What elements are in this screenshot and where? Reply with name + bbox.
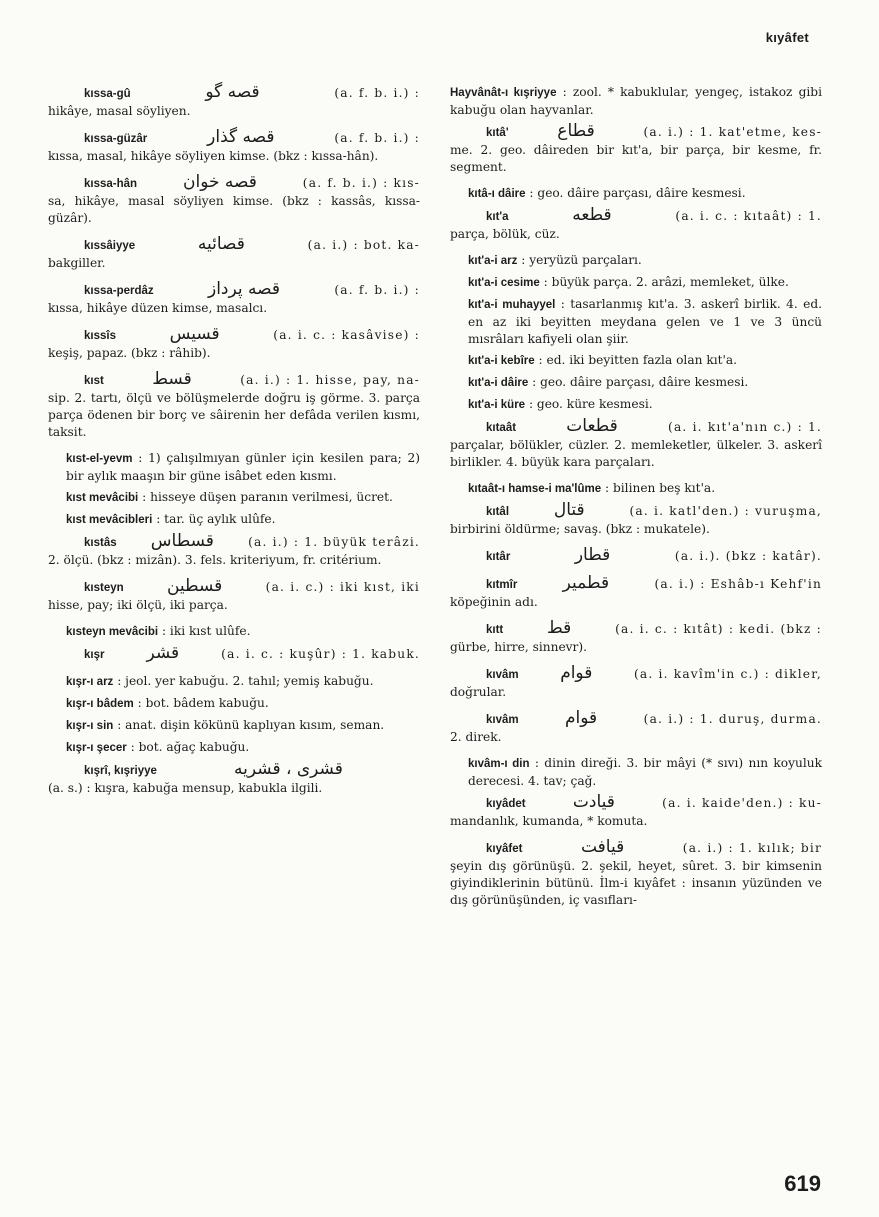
sub-entry: [48, 489, 420, 507]
arabic-script: قطعات: [566, 416, 618, 436]
definition: kıssa, hikâye düzen kimse, masalcı.: [48, 301, 268, 315]
sub-entry: [48, 673, 420, 691]
dictionary-entry: [450, 794, 822, 830]
sub-headword: kıt'a-i küre: [468, 399, 526, 411]
sub-entry: [48, 739, 420, 757]
grammar-meta: (a. i. c. : kuşûr) : 1. kabuk.: [221, 647, 420, 661]
sub-entry: [48, 717, 420, 735]
dictionary-entry: [48, 761, 420, 797]
grammar-meta: (a. f. b. i.) :: [334, 86, 420, 100]
arabic-script: قتال: [553, 500, 585, 520]
headword-line: [48, 371, 420, 390]
arabic-script: قوام: [560, 663, 593, 683]
definition: şeyin dış görünüşü. 2. şekil, heyet, sûret. 3. bir kimsenin giyindiklerinin bütünü. İlm-i kıyâfet : insanın yüzünden ve dış görünüşünden, iç vasıfları-: [450, 859, 822, 907]
definition: : dinin direği. 3. bir mâyi (* sıvı) nın koyuluk derecesi. 4. tav; çağ.: [468, 756, 822, 788]
headword: kıtt: [486, 624, 504, 636]
headword-line: [48, 761, 420, 780]
dictionary-entry: [48, 174, 420, 227]
sub-entry: [450, 755, 822, 790]
arabic-script: قيافت: [580, 837, 625, 857]
definition: : jeol. yer kabuğu. 2. tahıl; yemiş kabuğu.: [117, 674, 374, 688]
arabic-script: قصه پرداز: [208, 279, 281, 299]
headword: kıstâs: [84, 537, 117, 549]
sub-headword: kıvâm-ı din: [468, 758, 530, 770]
headword-line: [48, 645, 420, 664]
grammar-meta: (a. i.) : bot. ka-: [307, 238, 420, 252]
dictionary-entry: [48, 717, 420, 735]
dictionary-entry: [450, 123, 822, 176]
dictionary-entry: [48, 489, 420, 507]
headword: kıssâiyye: [84, 240, 136, 252]
definition: : geo. dâire parçası, dâire kesmesi.: [529, 186, 746, 200]
definition: doğrular.: [450, 685, 507, 699]
headword: kıssa-güzâr: [84, 133, 148, 145]
dictionary-entry: [450, 185, 822, 203]
arabic-script: قط: [547, 618, 572, 638]
definition: me. 2. geo. dâireden bir kıt'a, bir parça, bir kesme, fr. segment.: [450, 143, 822, 174]
sub-entry: [48, 511, 420, 529]
headword: kıtâr: [486, 551, 511, 563]
dictionary-entry: [450, 296, 822, 348]
page-number: 619: [784, 1171, 821, 1196]
definition: : bilinen beş kıt'a.: [605, 481, 716, 495]
definition: : tasarlanmış kıt'a. 3. askerî birlik. 4. ed. en az iki beyitten meydana gelen ve 1 ve 3 üncü mısrâları kafiyeli olan şiir.: [468, 297, 823, 346]
dictionary-entry: [48, 281, 420, 317]
continued-entry: [450, 84, 822, 119]
definition: : bot. ağaç kabuğu.: [130, 740, 250, 754]
running-head: kıyâfet: [765, 30, 809, 45]
headword: kıssa-gû: [84, 88, 131, 100]
grammar-meta: (a. i. katl'den.) : vuruşma,: [629, 504, 822, 518]
dictionary-entry: [48, 645, 420, 664]
dictionary-entry: [48, 371, 420, 441]
definition: mandanlık, kumanda, * komuta.: [450, 814, 648, 828]
dictionary-entry: [48, 450, 420, 485]
headword: kıssa-hân: [84, 178, 138, 190]
grammar-meta: (a. i. kıt'a'nın c.) : 1.: [668, 420, 822, 434]
definition: : geo. küre kesmesi.: [528, 397, 653, 411]
dictionary-entry: [48, 578, 420, 614]
grammar-meta: (a. i. kavîm'in c.) : dikler,: [633, 667, 822, 681]
definition: 2. direk.: [450, 730, 502, 744]
headword-line: [450, 123, 822, 142]
headword-line: [48, 578, 420, 597]
sub-headword: kıtâ-ı dâire: [468, 188, 526, 200]
dictionary-entry: [48, 623, 420, 641]
definition: : ed. iki beyitten fazla olan kıt'a.: [538, 353, 737, 367]
definition: gürbe, hirre, sinnevr).: [450, 640, 588, 654]
definition: köpeğinin adı.: [450, 595, 538, 609]
sub-entry: [450, 480, 822, 498]
headword-line: [48, 533, 420, 552]
dictionary-entry: [450, 755, 822, 790]
dictionary-entry: [450, 374, 822, 392]
grammar-meta: (a. f. b. i.) : kıs-: [302, 176, 420, 190]
sub-headword: kıst mevâcibi: [66, 492, 139, 504]
dictionary-entry: [450, 418, 822, 471]
sub-entry: [48, 623, 420, 641]
headword-line: [48, 236, 420, 255]
arabic-script: قسطين: [166, 576, 223, 596]
grammar-meta: (a. i. c.) : iki kıst, iki: [265, 580, 420, 594]
right-column: [450, 84, 822, 918]
definition: hikâye, masal söyliyen.: [48, 104, 191, 118]
sub-entry: [450, 274, 822, 292]
headword: kıvâm: [486, 714, 519, 726]
definition: sa, hikâye, masal söyliyen kimse. (bkz : kassâs, kıssa-güzâr).: [48, 194, 420, 225]
dictionary-entry: [48, 129, 420, 165]
dictionary-entry: [450, 575, 822, 611]
sub-headword: kıt'a-i arz: [468, 255, 518, 267]
arabic-script: قسيس: [169, 324, 220, 344]
headword: kıtâ': [486, 127, 509, 139]
definition: 2. ölçü. (bkz : mizân). 3. fels. kriteriyum, fr. critérium.: [48, 553, 382, 567]
dictionary-entry: [450, 396, 822, 414]
dictionary-entry: [48, 673, 420, 691]
grammar-meta: (a. i.) : Eshâb-ı Kehf'in: [654, 577, 822, 591]
definition: hisse, pay; iki ölçü, iki parça.: [48, 598, 228, 612]
dictionary-entry: [450, 207, 822, 243]
arabic-script: قيادت: [572, 792, 615, 812]
headword-line: [450, 839, 822, 858]
left-column: [48, 84, 420, 806]
dictionary-entry: [48, 236, 420, 272]
headword-line: [48, 84, 420, 103]
definition: : geo. dâire parçası, dâire kesmesi.: [532, 375, 749, 389]
grammar-meta: (a. i. kaide'den.) : ku-: [662, 796, 822, 810]
arabic-script: قصه گو: [205, 82, 260, 102]
arabic-script: قطاع: [557, 121, 595, 141]
sub-headword: kışr-ı sin: [66, 720, 114, 732]
dictionary-entry: [450, 665, 822, 701]
dictionary-entry: [450, 480, 822, 498]
definition: : yeryüzü parçaları.: [521, 253, 642, 267]
headword-line: [450, 547, 822, 566]
grammar-meta: (a. i.) : 1. kat'etme, kes-: [643, 125, 822, 139]
headword-line: [450, 665, 822, 684]
sub-entry: [450, 396, 822, 414]
dictionary-entry: [450, 274, 822, 292]
dictionary-entry: [48, 533, 420, 569]
sub-headword: kıst mevâcibleri: [66, 514, 153, 526]
headword: kıyâdet: [486, 798, 526, 810]
definition: : büyük parça. 2. arâzi, memleket, ülke.: [543, 275, 789, 289]
sub-entry: [450, 185, 822, 203]
grammar-meta: (a. f. b. i.) :: [334, 131, 420, 145]
dictionary-entry: [450, 839, 822, 909]
definition: : iki kıst ulûfe.: [161, 624, 251, 638]
arabic-script: قطار: [574, 545, 611, 565]
arabic-script: قطمير: [562, 573, 610, 593]
arabic-script: قسطاس: [150, 531, 214, 551]
sub-entry: [450, 374, 822, 392]
grammar-meta: (a. i.) : 1. hisse, pay, na-: [240, 373, 420, 387]
sub-headword: kıtaât-ı hamse-i ma'lûme: [468, 483, 602, 495]
dictionary-entry: [48, 84, 420, 120]
sub-headword: kıt'a-i cesime: [468, 277, 540, 289]
headword: kıst: [84, 375, 104, 387]
sub-entry: [48, 450, 420, 485]
dictionary-entry: [450, 710, 822, 746]
arabic-script: قشر: [146, 643, 180, 663]
headword-line: [450, 575, 822, 594]
headword-line: [450, 418, 822, 437]
dictionary-entry: [450, 620, 822, 656]
definition: keşiş, papaz. (bkz : râhib).: [48, 346, 211, 360]
grammar-meta: (a. i.) : 1. kılık; bir: [682, 841, 822, 855]
headword-line: [450, 620, 822, 639]
grammar-meta: (a. i. c. : kasâvise) :: [273, 328, 420, 342]
sub-entry: [48, 695, 420, 713]
headword-line: [450, 794, 822, 813]
dictionary-entry: [48, 695, 420, 713]
sub-headword: kıt'a-i dâire: [468, 377, 529, 389]
definition: parçalar, bölükler, cüzler. 2. memleketler, ülkeler. 3. askerî birlikler. 4. büyük kara parçaları.: [450, 438, 822, 469]
definition: (a. s.) : kışra, kabuğa mensup, kabukla ilgili.: [48, 781, 323, 795]
dictionary-entry: [450, 352, 822, 370]
headword: kısteyn: [84, 582, 124, 594]
sub-headword: kıt'a-i kebîre: [468, 355, 535, 367]
grammar-meta: (a. i.). (bkz : katâr).: [674, 549, 822, 563]
dictionary-entry: [450, 547, 822, 566]
arabic-script: قطعه: [572, 205, 612, 225]
sub-headword: Hayvânât-ı kışriyye: [450, 87, 557, 99]
definition: : tar. üç aylık ulûfe.: [156, 512, 276, 526]
definition: bakgiller.: [48, 256, 106, 270]
definition: kıssa, masal, hikâye söyliyen kimse. (bkz : kıssa-hân).: [48, 149, 379, 163]
definition: sip. 2. tartı, ölçü ve bölüşmelerde doğru iş görme. 3. parça parça ödenen bir borç ve sâirenin her defâda verilen kısmı, taksit.: [48, 391, 420, 439]
arabic-script: قصه گذار: [207, 127, 275, 147]
grammar-meta: (a. i. c. : kıtât) : kedi. (bkz :: [615, 622, 822, 636]
headword: kışrî, kışriyye: [84, 765, 157, 777]
headword-line: [48, 129, 420, 148]
dictionary-entry: [450, 84, 822, 119]
grammar-meta: (a. i. c. : kıtaât) : 1.: [675, 209, 822, 223]
headword-line: [48, 281, 420, 300]
definition: parça, bölük, cüz.: [450, 227, 560, 241]
grammar-meta: (a. i.) : 1. duruş, durma.: [643, 712, 822, 726]
dictionary-entry: [450, 502, 822, 538]
headword-line: [450, 207, 822, 226]
headword: kıtmîr: [486, 579, 518, 591]
sub-headword: kısteyn mevâcibi: [66, 626, 159, 638]
headword: kıvâm: [486, 669, 519, 681]
sub-headword: kıst-el-yevm: [66, 453, 133, 465]
sub-headword: kıt'a-i muhayyel: [468, 299, 556, 311]
headword: kıssa-perdâz: [84, 285, 154, 297]
arabic-script: قسط: [152, 369, 192, 389]
arabic-script: قشرى ، قشريه: [234, 759, 343, 779]
arabic-script: قوام: [565, 708, 598, 728]
headword-line: [450, 710, 822, 729]
headword: kıssîs: [84, 330, 116, 342]
dictionary-entry: [48, 511, 420, 529]
headword: kıtaât: [486, 422, 517, 434]
definition: : zool. * kabuklular, yengeç, istakoz gibi kabuğu olan hayvanlar.: [450, 85, 822, 117]
definition: : bot. bâdem kabuğu.: [137, 696, 269, 710]
definition: : hisseye düşen paranın verilmesi, ücret.: [142, 490, 393, 504]
headword-line: [48, 174, 420, 193]
sub-headword: kışr-ı bâdem: [66, 698, 134, 710]
dictionary-entry: [48, 326, 420, 362]
sub-entry: [450, 252, 822, 270]
grammar-meta: (a. i.) : 1. büyük terâzi.: [248, 535, 420, 549]
sub-headword: kışr-ı şecer: [66, 742, 127, 754]
headword-line: [48, 326, 420, 345]
headword: kışr: [84, 649, 105, 661]
definition: : anat. dişin kökünü kaplıyan kısım, seman.: [117, 718, 385, 732]
sub-entry: [450, 296, 822, 348]
arabic-script: قصه خوان: [182, 172, 257, 192]
headword-line: [450, 502, 822, 521]
dictionary-entry: [450, 252, 822, 270]
grammar-meta: (a. f. b. i.) :: [334, 283, 420, 297]
headword: kıt'a: [486, 211, 509, 223]
sub-headword: kışr-ı arz: [66, 676, 114, 688]
headword: kıtâl: [486, 506, 510, 518]
dictionary-entry: [48, 739, 420, 757]
definition: : 1) çalışılmıyan günler için kesilen para; 2) bir aylık maaşın bir güne isâbet eden kısmı.: [66, 451, 420, 483]
sub-entry: [450, 352, 822, 370]
headword: kıyâfet: [486, 843, 523, 855]
arabic-script: قصائيه: [197, 234, 245, 254]
definition: birbirini öldürme; savaş. (bkz : mukatele).: [450, 522, 710, 536]
